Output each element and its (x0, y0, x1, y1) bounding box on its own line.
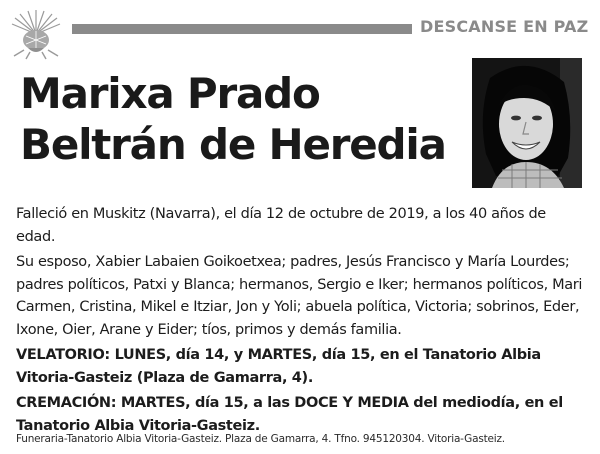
death-paragraph: Falleció en Muskitz (Navarra), el día 12 de octubre de 2019, a los 40 años de edad. (16, 206, 546, 245)
portrait-photo (472, 58, 582, 188)
name-line-1: Marixa Prado (20, 69, 320, 118)
deceased-name (20, 68, 460, 170)
obituary-text (16, 203, 586, 440)
wake-paragraph: VELATORIO: LUNES, día 14, y MARTES, día 15, en el Tanatorio Albia Vitoria-Gasteiz (Plaza de Gamarra, 4). (16, 347, 541, 386)
thistle-flower-icon (6, 6, 66, 60)
funeral-home-footer: Funeraria-Tanatorio Albia Vitoria-Gasteiz. Plaza de Gamarra, 4. Tfno. 945120304. Vitoria-Gasteiz. (16, 433, 505, 445)
header-label: DESCANSE EN PAZ (420, 17, 589, 36)
header-bar (72, 24, 412, 34)
name-line-2: Beltrán de Heredia (20, 120, 446, 169)
cremation-paragraph: CREMACIÓN: MARTES, día 15, a las DOCE Y MEDIA del mediodía, en el Tanatorio Albia Vitoria-Gasteiz. (16, 395, 563, 434)
family-paragraph: Su esposo, Xabier Labaien Goikoetxea; padres, Jesús Francisco y María Lourdes; padres políticos, Patxi y Blanca; hermanos, Sergio e Iker; hermanos políticos, Mari Carmen, Cristina, Mikel e Itziar, Jon y Yoli; abuela política, Victoria; sobrinos, Eder, Ixone, Oier, Arane y Eider; tíos, primos y demás familia. (16, 254, 583, 338)
